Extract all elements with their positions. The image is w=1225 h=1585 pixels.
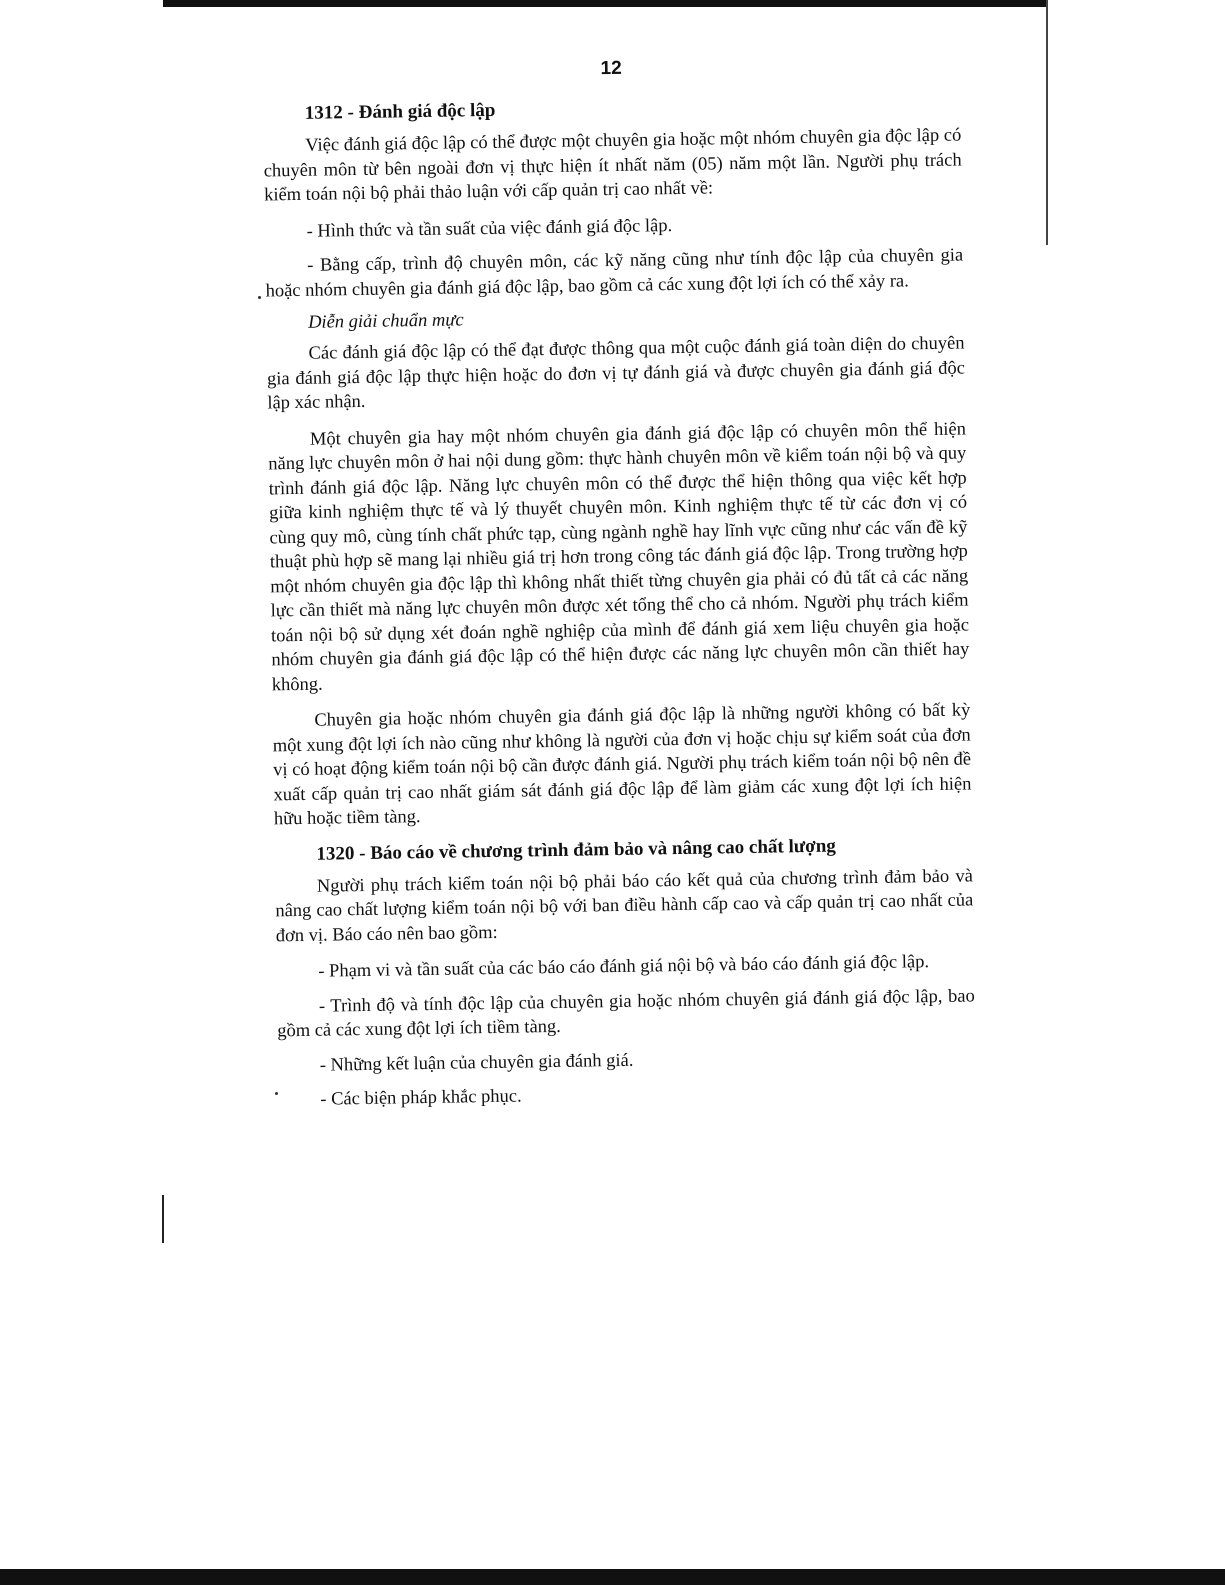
list-item: - Các biện pháp khắc phục. — [320, 1086, 522, 1110]
scan-speck — [258, 296, 261, 299]
list-item: - Trình độ và tính độc lập của chuyên gia hoặc nhóm chuyên giá đánh giá độc lập, bao gồm cả các xung đột lợi ích tiềm tàng. — [277, 985, 975, 1042]
paragraph: Các đánh giá độc lập có thể đạt được thông qua một cuộc đánh giá toàn diện do chuyên gia đánh giá độc lập thực hiện hoặc do đơn vị tự đánh giá và được chuyên gia đánh giá độc lập xác nhận. — [266, 333, 966, 414]
list-item: - Những kết luận của chuyên gia đánh giá. — [319, 1050, 634, 1076]
scan-border-top — [163, 0, 1048, 7]
paragraph: Người phụ trách kiểm toán nội bộ phải báo cáo kết quả của chương trình đảm bảo và nâng cao chất lượng kiểm toán nội bộ với ban điều hành cấp cao và cấp quản trị cao nhất của đơn vị. Báo cáo nên bao gồm: — [275, 865, 974, 946]
section-heading-1312: 1312 - Đánh giá độc lập — [304, 99, 496, 124]
scan-border-right — [1046, 0, 1048, 245]
section-heading-1320: 1320 - Báo cáo về chương trình đảm bảo và nâng cao chất lượng — [316, 835, 836, 865]
list-item: - Phạm vi và tần suất của các báo cáo đánh giá nội bộ và báo cáo đánh giá độc lập. — [318, 952, 930, 982]
list-item: - Hình thức và tần suất của việc đánh giá độc lập. — [306, 215, 673, 242]
document-page — [262, 53, 977, 1123]
list-item: - Bằng cấp, trình độ chuyên môn, các kỹ năng cũng như tính độc lập của chuyên gia hoặc nhóm chuyên gia đánh giá độc lập, bao gồm cả các xung đột lợi ích có thể xảy ra. — [265, 245, 964, 301]
scan-border-left — [162, 1195, 164, 1243]
paragraph: Việc đánh giá độc lập có thể được một chuyên gia hoặc một nhóm chuyên gia độc lập có chuyên môn từ bên ngoài đơn vị thực hiện ít nhất năm (05) năm một lần. Người phụ trách kiểm toán nội bộ phải thảo luận với cấp quản trị cao nhất về: — [263, 125, 962, 206]
scan-border-bottom — [0, 1569, 1225, 1585]
paragraph: Một chuyên gia hay một nhóm chuyên gia đánh giá độc lập có chuyên môn thể hiện năng lực chuyên môn ở hai nội dung gồm: thực hành chuyên môn về kiểm toán nội bộ và quy trình đánh giá độc lập. Năng lực chuyên môn có thể được thể hiện thông qua việc kết hợp giữa kinh nghiệm thực tế và lý thuyết chuyên môn. Kinh nghiệm thực tế từ các đơn vị có cùng quy mô, cùng tính chất phức tạp, cùng ngành nghề hay lĩnh vực cũng như các vấn đề kỹ thuật phù hợp sẽ mang lại nhiều giá trị hơn trong công tác đánh giá độc lập. Trong trường hợp một nhóm chuyên gia độc lập thì không nhất thiết từng chuyên gia phải có đủ tất cả các năng lực cần thiết mà năng lực chuyên môn được xét tổng thể cho cả nhóm. Người phụ trách kiểm toán nội bộ sử dụng xét đoán nghề nghiệp của mình để đánh giá xem liệu chuyên gia hoặc nhóm chuyên gia đánh giá độc lập có thể hiện được các năng lực chuyên môn cần thiết hay không. — [268, 418, 970, 695]
page-number: 12 — [600, 57, 622, 80]
paragraph: Chuyên gia hoặc nhóm chuyên gia đánh giá độc lập là những người không có bất kỳ một xung đột lợi ích nào cũng như không là người của đơn vị hoặc chịu sự kiểm soát của đơn vị có hoạt động kiểm toán nội bộ cần được đánh giá. Người phụ trách kiểm toán nội bộ nên đề xuất cấp quản trị cao nhất giám sát đánh giá độc lập để làm giảm các xung đột lợi ích hiện hữu hoặc tiềm tàng. — [272, 700, 972, 830]
interpretation-heading: Diễn giải chuẩn mực — [307, 310, 464, 333]
